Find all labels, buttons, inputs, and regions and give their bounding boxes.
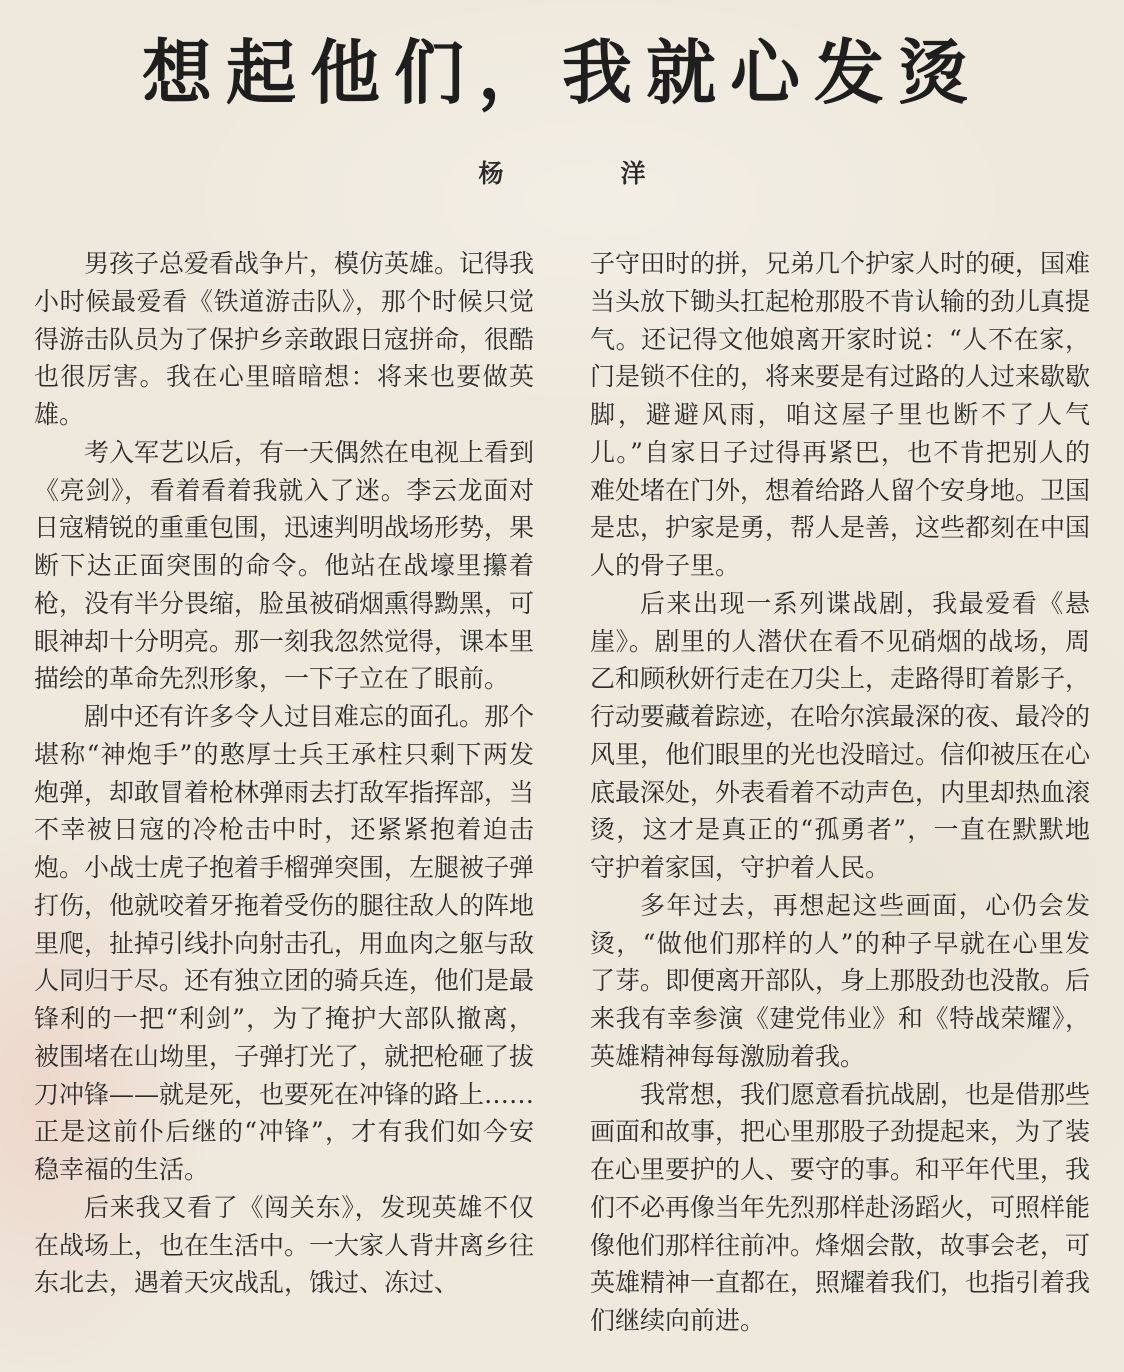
paragraph: 男孩子总爱看战争片，模仿英雄。记得我小时候最爱看《铁道游击队》，那个时候只觉得游击队员为了保护乡亲敢跟日寇拼命，很酷也很厉害。我在心里暗暗想：将来也要做英雄。 (34, 249, 535, 429)
right-column (590, 245, 1090, 1340)
paragraph: 考入军艺以后，有一天偶然在电视上看到《亮剑》，看着看着我就入了迷。李云龙面对日寇精锐的重重包围，迅速判明战场形势，果断下达正面突围的命令。他站在战壕里攥着枪，没有半分畏缩，脸虽被硝烟熏得黝黑，可眼神却十分明亮。那一刻我忽然觉得，课本里描绘的革命先烈形象，一下子立在了眼前。 (34, 437, 535, 694)
paragraph: 后来出现一系列谍战剧，我最爱看《悬崖》。剧里的人潜伏在看不见硝烟的战场，周乙和顾秋妍行走在刀尖上，走路得盯着影子，行动要藏着踪迹，在哈尔滨最深的夜、最冷的风里，他们眼里的光也没暗过。信仰被压在心底最深处，外表看着不动声色，内里却热血滚烫，这才是真正的“孤勇者”，一直在默默地守护着家国，守护着人民。 (590, 588, 1091, 882)
paragraph: 后来我又看了《闯关东》，发现英雄不仅在战场上，也在生活中。一大家人背井离乡往东北去，遇着天灾战乱，饿过、冻过、 (34, 1192, 535, 1298)
paragraph-continuation: 子守田时的拼，兄弟几个护家人时的硬，国难当头放下锄头扛起枪那股不肯认输的劲儿真提气。还记得文他娘离开家时说：“人不在家，门是锁不住的，将来要是有过路的人过来歇歇脚，避避风雨，咱这屋子里也断不了人气儿。”自家日子过得再紧巴，也不肯把别人的难处堵在门外，想着给路人留个安身地。卫国是忠，护家是勇，帮人是善，这些都刻在中国人的骨子里。 (590, 249, 1091, 580)
paragraph: 剧中还有许多令人过目难忘的面孔。那个堪称“神炮手”的憨厚士兵王承柱只剩下两发炮弹，却敢冒着枪林弹雨去打敌军指挥部，当不幸被日寇的冷枪击中时，还紧紧抱着迫击炮。小战士虎子抱着手榴弹突围，左腿被子弹打伤，他就咬着牙拖着受伤的腿往敌人的阵地里爬，扯掉引线扑向射击孔，用血肉之躯与敌人同归于尽。还有独立团的骑兵连，他们是最锋利的一把“利剑”，为了掩护大部队撤离，被围堵在山坳里，子弹打光了，就把枪砸了拔刀冲锋——就是死，也要死在冲锋的路上……正是这前仆后继的“冲锋”，才有我们如今安稳幸福的生活。 (34, 702, 535, 1184)
left-column (34, 245, 534, 1302)
article-title: 想起他们，我就心发烫 (142, 32, 982, 114)
paragraph: 我常想，我们愿意看抗战剧，也是借那些画面和故事，把心里那股子劲提起来，为了装在心里要护的人、要守的事。和平年代里，我们不必再像当年先烈那样赴汤蹈火，可照样能像他们那样往前冲。烽烟会散，故事会老，可英雄精神一直都在，照耀着我们，也指引着我们继续向前进。 (590, 1079, 1091, 1335)
article-author: 杨 洋 (478, 159, 692, 188)
paragraph: 多年过去，再想起这些画面，心仍会发烫，“做他们那样的人”的种子早就在心里发了芽。即便离开部队，身上那股劲也没散。后来我有幸参演《建党伟业》和《特战荣耀》，英雄精神每每激励着我。 (590, 890, 1091, 1071)
